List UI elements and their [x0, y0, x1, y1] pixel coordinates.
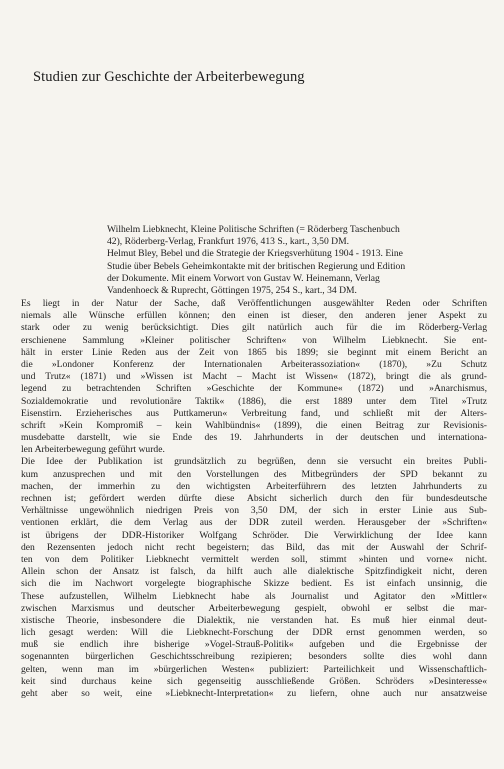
text-line: erschienene Sammlung »Kleiner politischer Schriften« von Wilhelm Liebknecht. Sie ent-	[21, 334, 487, 346]
text-line: machen, der immerhin zu den wichtigsten Arbeiterführern des letzten Jahrhunderts zu	[21, 480, 487, 492]
text-line: kum anzusprechen und mit den Vorstellungen des Mitbegründers der SPD bekannt zu	[21, 468, 487, 480]
text-line: ten von dem Politiker Liebknecht vermittelt werden soll, stimmt »hinten und vorne« nicht.	[21, 553, 487, 565]
reference-line: Helmut Bley, Bebel und die Strategie der Kriegsverhütung 1904 - 1913. Eine	[107, 248, 403, 260]
text-line: Sozialdemokratie und revolutionäre Taktik« (1886), die erst 1889 unter dem Titel »Trutz	[21, 395, 487, 407]
text-line: xistische Theorie, insbesondere die Dialektik, nie verstanden hat. Es muß hier einmal deut-	[21, 614, 487, 626]
text-line: den Rezensenten jedoch nicht recht begeistern; das Bild, das mit der Auswahl der Schrif-	[21, 541, 487, 553]
text-line: und Trutz« (1871) und »Wissen ist Macht – Macht ist Wissen« (1872), bringt die als grund-	[21, 371, 487, 383]
reference-line: Wilhelm Liebknecht, Kleine Politische Schriften (= Röderberg Taschenbuch	[107, 224, 400, 235]
page-heading: Studien zur Geschichte der Arbeiterbewegung	[33, 69, 305, 85]
text-line: muß sie endlich ihre bisherige »Vogel-Strauß-Politik« aufgeben und die Ergebnisse der	[21, 639, 487, 651]
text-line: schrift »Kein Kompromiß – kein Wahlbündnis« (1899), die einen Beitrag zur Revisionis-	[21, 419, 487, 431]
reference-line: Studie über Bebels Geheimkontakte mit der britischen Regierung und Edition	[107, 260, 406, 272]
paragraph-1	[21, 298, 487, 456]
text-line: niemals alle Wünsche erfüllen können; den einen ist dieser, den anderen jener Aspekt zu	[21, 310, 487, 322]
text-line: zwischen Marxismus und deutscher Arbeiterbewegung gespielt, obwohl er selbst die mar-	[21, 602, 487, 614]
text-line: ventionen erklärt, die dem Verlag aus der DDR zuteil werden. Herausgeber der »Schriften«	[21, 517, 487, 529]
text-line: stark oder zu wenig berücksichtigt. Dies gilt natürlich auch für die im Röderberg-Verlag	[21, 322, 487, 334]
book-references	[107, 224, 487, 297]
paragraph-2	[21, 456, 487, 700]
text-line: hält in erster Linie Reden aus der Zeit von 1865 bis 1899; sie beginnt mit einem Bericht an	[21, 346, 487, 358]
text-line: legend zu betrachtenden Schriften »Geschichte der Kommune« (1872) und »Anarchismus,	[21, 383, 487, 395]
text-line: Eisenstirn. Erzieherisches aus Puttkamerun« Verbreitung fand, und schließt mit der Alters-	[21, 407, 487, 419]
text-line: lich gesagt werden: Will die Liebknecht-Forschung der DDR ernst genommen werden, so	[21, 627, 487, 639]
text-line: Verhältnisse ungewöhnlich niedrigen Preis von 3,50 DM, der sich in erster Linie aus Sub-	[21, 505, 487, 517]
text-line: Es liegt in der Natur der Sache, daß Veröffentlichungen ausgewählter Reden oder Schriften	[21, 298, 487, 309]
text-line: gelten, wenn man im »bürgerlichen Westen« publiziert: Parteilichkeit und Wissenschaftlich-	[21, 663, 487, 675]
text-line: len Arbeiterbewegung geführt wurde.	[21, 444, 165, 456]
reference-line: Vandenhoeck & Ruprecht, Göttingen 1975, 254 S., kart., 34 DM.	[107, 284, 357, 296]
reference-line: der Dokumente. Mit einem Vorwort von Gustav W. Heinemann, Verlag	[107, 272, 380, 284]
text-line: Die Idee der Publikation ist grundsätzlich zu begrüßen, denn sie versucht ein breites Publi-	[21, 456, 487, 468]
text-line: rechnen ist; gefördert werden dürfte diese Absicht sicherlich durch den für bundesdeutsche	[21, 493, 487, 504]
text-line: keit sind durchaus keine sich gegenseitig ausschließende Größen. Schröders »Desinteresse«	[21, 675, 487, 687]
text-line: ist übrigens der DDR-Historiker Wolfgang Schröder. Die Verwirklichung der Idee kann	[21, 529, 487, 541]
reference-line: 42), Röderberg-Verlag, Frankfurt 1976, 413 S., kart., 3,50 DM.	[107, 236, 350, 248]
text-line: die »Londoner Konferenz der Internationalen Arbeiterassoziation« (1870), »Zu Schutz	[21, 358, 487, 370]
text-line: These aufzustellen, Wilhelm Liebknecht habe als Journalist und Agitator den »Mittler«	[21, 590, 487, 602]
text-line: Allein schon der Ansatz ist falsch, da hilft auch alle dialektische Spitzfindigkeit nicht, deren	[21, 566, 487, 578]
text-line: geht aber so weit, eine »Liebknecht-Interpretation« zu liefern, ohne auch nur ansatzweise	[21, 688, 487, 699]
text-line: musdebatte darstellt, wie sie Ende des 19. Jahrhunderts in der deutschen und internationa-	[21, 432, 487, 444]
text-line: sogenannten bürgerlichen Geschichtsschreibung rezipieren; besonders sollte dies wohl dann	[21, 651, 487, 663]
text-line: sich die im Nachwort vorgelegte biographische Skizze bedient. Es ist einfach unsinnig, die	[21, 578, 487, 590]
review-body	[21, 298, 487, 700]
